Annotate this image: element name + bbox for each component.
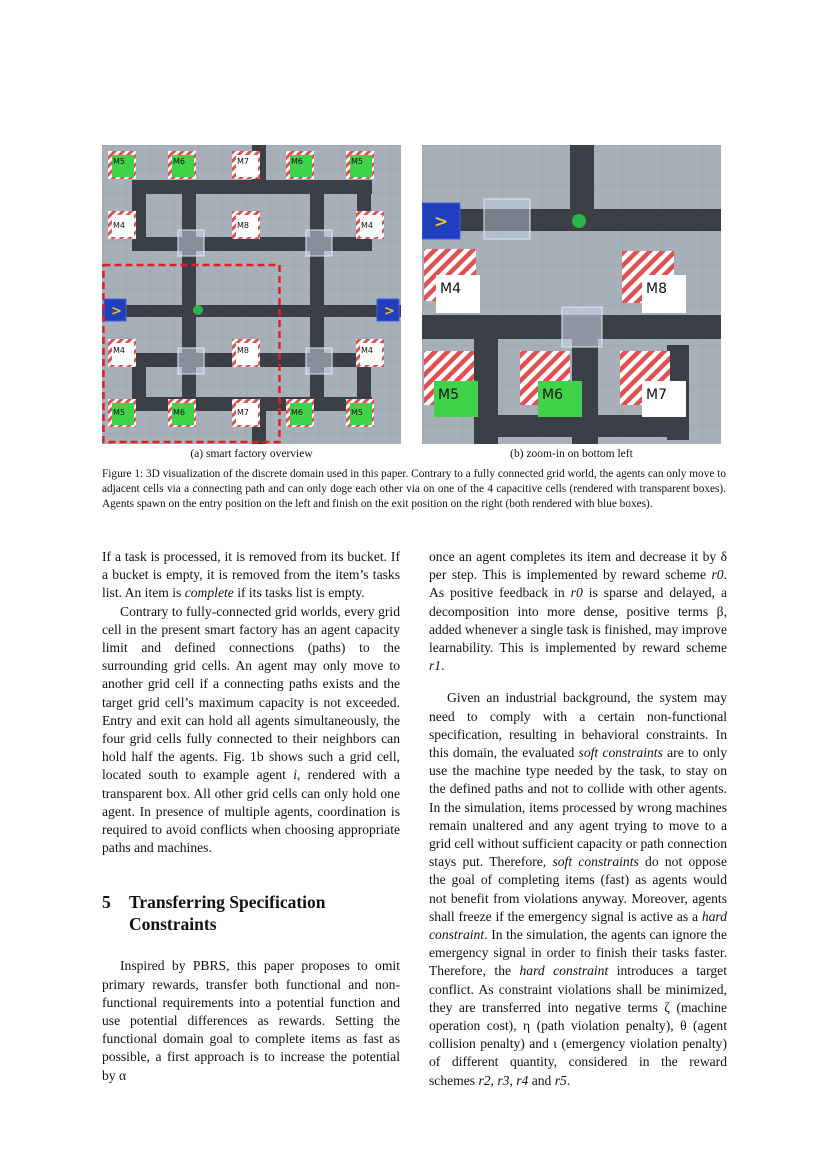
agent-marker xyxy=(572,214,586,228)
entry-marker: > xyxy=(434,212,449,232)
machine-label: M4 xyxy=(361,346,373,355)
figure-caption: Figure 1: 3D visualization of the discrete domain used in this paper. Contrary to a fully connected grid world, the agents can only move to adjacent cells via a connecting path and can only doge each other via on one of the 4 capacitive cells (rendered with transparent boxes). Agents spawn on the entry position on the left and finish on the exit position on the right (both rendered with blue boxes). xyxy=(102,468,726,511)
machine-label: M8 xyxy=(646,281,667,297)
machine-label: M8 xyxy=(237,346,249,355)
machine-label: M6 xyxy=(291,157,303,166)
exit-marker: > xyxy=(384,304,395,319)
subfigure-caption-a: (a) smart factory overview xyxy=(190,448,313,460)
paragraph: If a task is processed, it is removed from its bucket. If a bucket is empty, it is removed from the item’s tasks list. An item is complete if its tasks list is empty. xyxy=(102,549,400,601)
right-column xyxy=(429,548,727,1090)
machine-label: M4 xyxy=(440,281,461,297)
machine-label: M6 xyxy=(542,387,563,403)
machine-label: M6 xyxy=(291,408,303,417)
section-heading xyxy=(102,891,400,935)
figure-panel-a xyxy=(102,145,401,444)
machine-label: M5 xyxy=(351,408,363,417)
machine-label: M4 xyxy=(361,221,373,230)
machine-label: M5 xyxy=(351,157,363,166)
machine-label: M5 xyxy=(438,387,459,403)
machine-label: M7 xyxy=(646,387,667,403)
subfigure-caption-b: (b) zoom-in on bottom left xyxy=(510,448,633,460)
paragraph: Given an industrial background, the system may need to comply with a certain non-functional specification, resulting in behavioral constraints. In this domain, the evaluated soft constraints are to only use the machine type needed by the task, to stay on the defined paths and not to collide with other agents. In the simulation, items processed by wrong machines remain unaltered and any agent trying to move to a grid cell without sufficient capacity or path connection stays put. Therefore, soft constraints do not oppose the goal of completing items (fast) as agents would not benefit from violations anyway. Moreover, agents shall freeze if the emergency signal is active as a hard constraint. In the simulation, the agents can ignore the emergency signal in order to finish their tasks faster. Therefore, the hard constraint introduces a target conflict. As constraint violations shall be minimized, they are transferred into negative terms ζ (machine operation cost), η (path violation penalty), θ (agent collision penalty) and ι (emergency violation penalty) of different quantity, considered in the reward schemes r2, r3, r4 and r5. xyxy=(429,690,728,1088)
machine-label: M6 xyxy=(173,157,185,166)
smart-factory-overview-image xyxy=(102,145,401,444)
machine-label: M4 xyxy=(113,221,125,230)
paragraph: Inspired by PBRS, this paper proposes to omit primary rewards, transfer both functional and non-functional requirements into a potential function and use potential differences as rewards. Setting the functional domain goal to complete items as fast as possible, a first approach is to increase the potential by α xyxy=(102,958,400,1083)
machine-label: M5 xyxy=(113,408,125,417)
paragraph: Contrary to fully-connected grid worlds, every grid cell in the present smart factory has an agent capacity limit and defined connections (paths) to the surrounding grid cells. An agent may only move to another grid cell if a connecting paths exists and the target grid cell’s maximum capacity is not exceeded. Entry and exit can hold all agents simultaneously, the four grid cells fully connected to their neighbors can hold half the agents. Fig. 1b shows such a grid cell, located south to example agent i, rendered with a transparent box. All other grid cells can only hold one agent. In presence of multiple agents, coordination is required to avoid conflicts when choosing appropriate paths and machines. xyxy=(102,603,400,856)
machine-label: M7 xyxy=(237,157,249,166)
entry-marker: > xyxy=(111,304,122,319)
figure-panel-b xyxy=(422,145,721,444)
machine-label: M7 xyxy=(237,408,249,417)
machine-label: M4 xyxy=(113,346,125,355)
machine-label: M5 xyxy=(113,157,125,166)
agent-marker xyxy=(193,305,203,315)
zoom-in-image xyxy=(422,145,721,444)
section-number: 5 xyxy=(102,892,111,913)
machine-label: M6 xyxy=(173,408,185,417)
paragraph: once an agent completes its item and decrease it by δ per step. This is implemented by reward scheme r0. As positive feedback in r0 is sparse and delayed, a decomposition into more dense, positive terms β, added whenever a single task is finished, may improve learnability. This is implemented by reward scheme r1. xyxy=(429,549,727,674)
section-title: Transferring Specification Constraints xyxy=(129,892,326,935)
left-column xyxy=(102,548,400,1085)
machine-label: M8 xyxy=(237,221,249,230)
